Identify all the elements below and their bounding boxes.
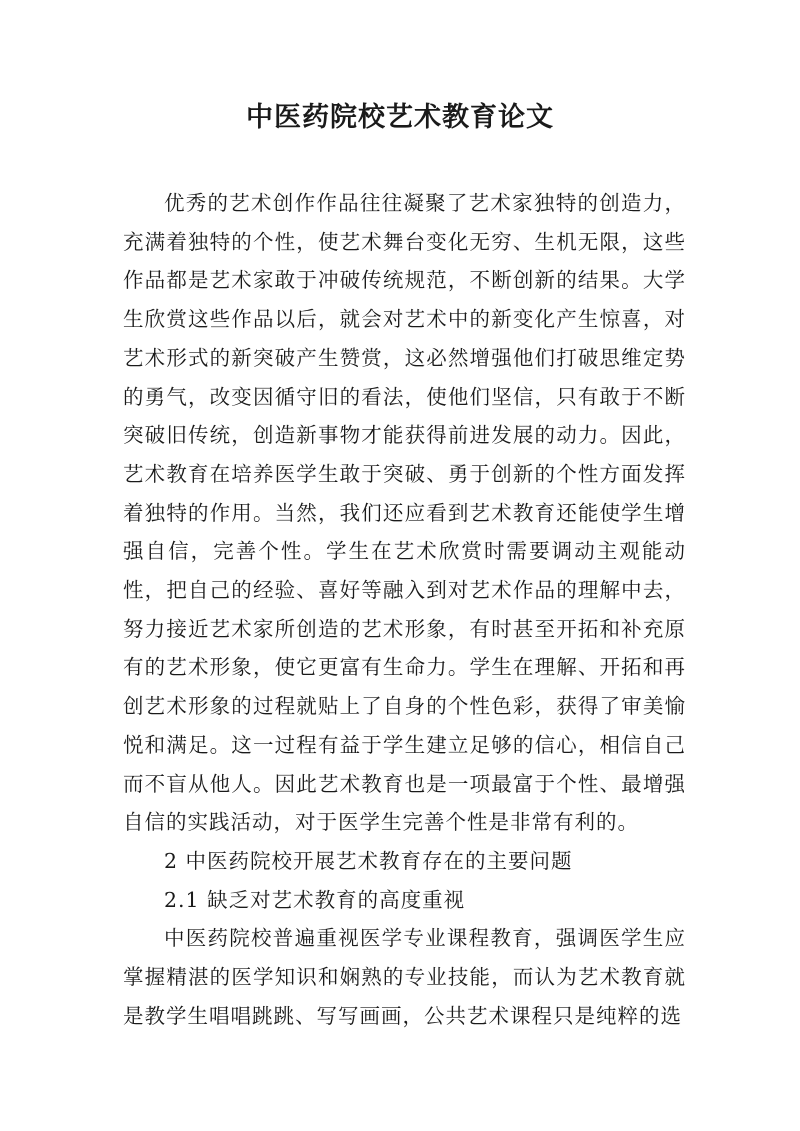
document-title: 中医药院校艺术教育论文 — [246, 102, 554, 133]
subsection-heading-2-1: 2.1 缺乏对艺术教育的高度重视 — [164, 887, 466, 912]
section-heading-2: 2 中医药院校开展艺术教育存在的主要问题 — [164, 848, 573, 873]
document-body — [123, 184, 686, 1035]
paragraph-art-creation: 优秀的艺术创作作品往往凝聚了艺术家独特的创造力，充满着独特的个性，使艺术舞台变化无穷、生机无限，这些作品都是艺术家敢于冲破传统规范，不断创新的结果。大学生欣赏这些作品以后，就会对艺术中的新变化产生惊喜，对艺术形式的新突破产生赞赏，这必然增强他们打破思维定势的勇气，改变因循守旧的看法，使他们坚信，只有敢于不断突破旧传统，创造新事物才能获得前进发展的动力。因此，艺术教育在培养医学生敢于突破、勇于创新的个性方面发挥着独特的作用。当然，我们还应看到艺术教育还能使学生增强自信，完善个性。学生在艺术欣赏时需要调动主观能动性，把自己的经验、喜好等融入到对艺术作品的理解中去，努力接近艺术家所创造的艺术形象，有时甚至开拓和补充原有的艺术形象，使它更富有生命力。学生在理解、开拓和再创艺术形象的过程就贴上了自身的个性色彩，获得了审美愉悦和满足。这一过程有益于学生建立足够的信心，相信自己而不盲从他人。因此艺术教育也是一项最富于个性、最增强自信的实践活动，对于医学生完善个性是非常有利的。 — [123, 191, 686, 835]
paragraph-lack-of-attention: 中医药院校普遍重视医学专业课程教育，强调医学生应掌握精湛的医学知识和娴熟的专业技能，而认为艺术教育就是教学生唱唱跳跳、写写画画，公共艺术课程只是纯粹的选 — [123, 926, 686, 1028]
